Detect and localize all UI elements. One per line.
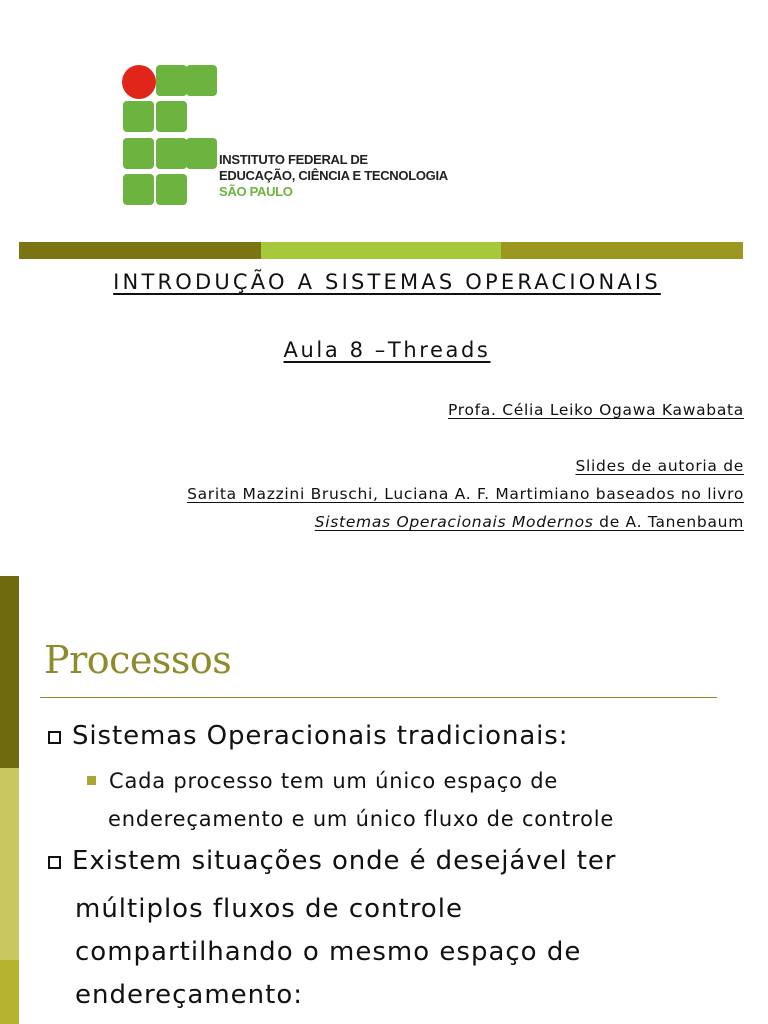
teacher-name: Profa. Célia Leiko Ogawa Kawabata (447, 401, 744, 419)
sub-bullet-1-text-2: endereçamento e um único fluxo de controle (108, 807, 615, 831)
bullet-2-text-4: endereçamento: (75, 980, 303, 1010)
logo-square (123, 101, 154, 132)
bullet-2-text-2: múltiplos fluxos de controle (75, 894, 463, 924)
logo-red-circle (122, 65, 156, 99)
sidebar-stripe (0, 576, 19, 1024)
hollow-square-bullet-icon (48, 856, 61, 869)
logo-square (186, 138, 217, 169)
course-title: INTRODUÇÃO A SISTEMAS OPERACIONAIS (113, 270, 661, 294)
logo-square (156, 65, 187, 96)
logo-square (123, 138, 154, 169)
sub-bullet-1-text-1: Cada processo tem um único espaço de (109, 769, 559, 793)
book-author: de A. Tanenbaum (593, 513, 744, 531)
credits-line-2: Sarita Mazzini Bruschi, Luciana A. F. Martimiano baseados no livro (187, 485, 744, 503)
logo-text (219, 152, 448, 200)
color-bar (19, 242, 743, 259)
bullet-1 (48, 721, 568, 751)
sidebar-segment-3 (0, 960, 19, 1024)
slide-title: Processos (44, 638, 232, 682)
bullet-2-text-1: Existem situações onde é desejável ter (72, 846, 617, 876)
color-bar-segment-1 (19, 242, 261, 259)
color-bar-segment-2 (261, 242, 501, 259)
sub-bullet-1-line-1 (87, 762, 614, 800)
sub-bullet-1 (87, 762, 614, 838)
logo-line-1: INSTITUTO FEDERAL DE (219, 152, 368, 167)
logo-line-3: SÃO PAULO (219, 184, 293, 199)
filled-square-bullet-icon (87, 776, 96, 785)
bullet-2-continuation (75, 888, 581, 1017)
ifsp-logo (120, 62, 460, 212)
sidebar-segment-1 (0, 576, 19, 768)
logo-line-2: EDUCAÇÃO, CIÊNCIA E TECNOLOGIA (219, 168, 448, 183)
book-title: Sistemas Operacionais Modernos (314, 513, 594, 531)
logo-square (156, 174, 187, 205)
sidebar-segment-2 (0, 768, 19, 960)
lesson-title: Aula 8 –Threads (283, 338, 491, 362)
content-slide (0, 576, 768, 1024)
bullet-1-text: Sistemas Operacionais tradicionais: (72, 721, 569, 751)
color-bar-segment-3 (501, 242, 743, 259)
logo-square (156, 101, 187, 132)
bullet-2-text-3: compartilhando o mesmo espaço de (75, 937, 582, 967)
logo-square (123, 174, 154, 205)
hollow-square-bullet-icon (48, 731, 61, 744)
credits-line-3 (315, 513, 744, 531)
credits-line-1: Slides de autoria de (575, 457, 744, 475)
logo-square (156, 138, 187, 169)
logo-square (186, 65, 217, 96)
bullet-2 (48, 846, 616, 876)
title-divider (40, 697, 717, 698)
